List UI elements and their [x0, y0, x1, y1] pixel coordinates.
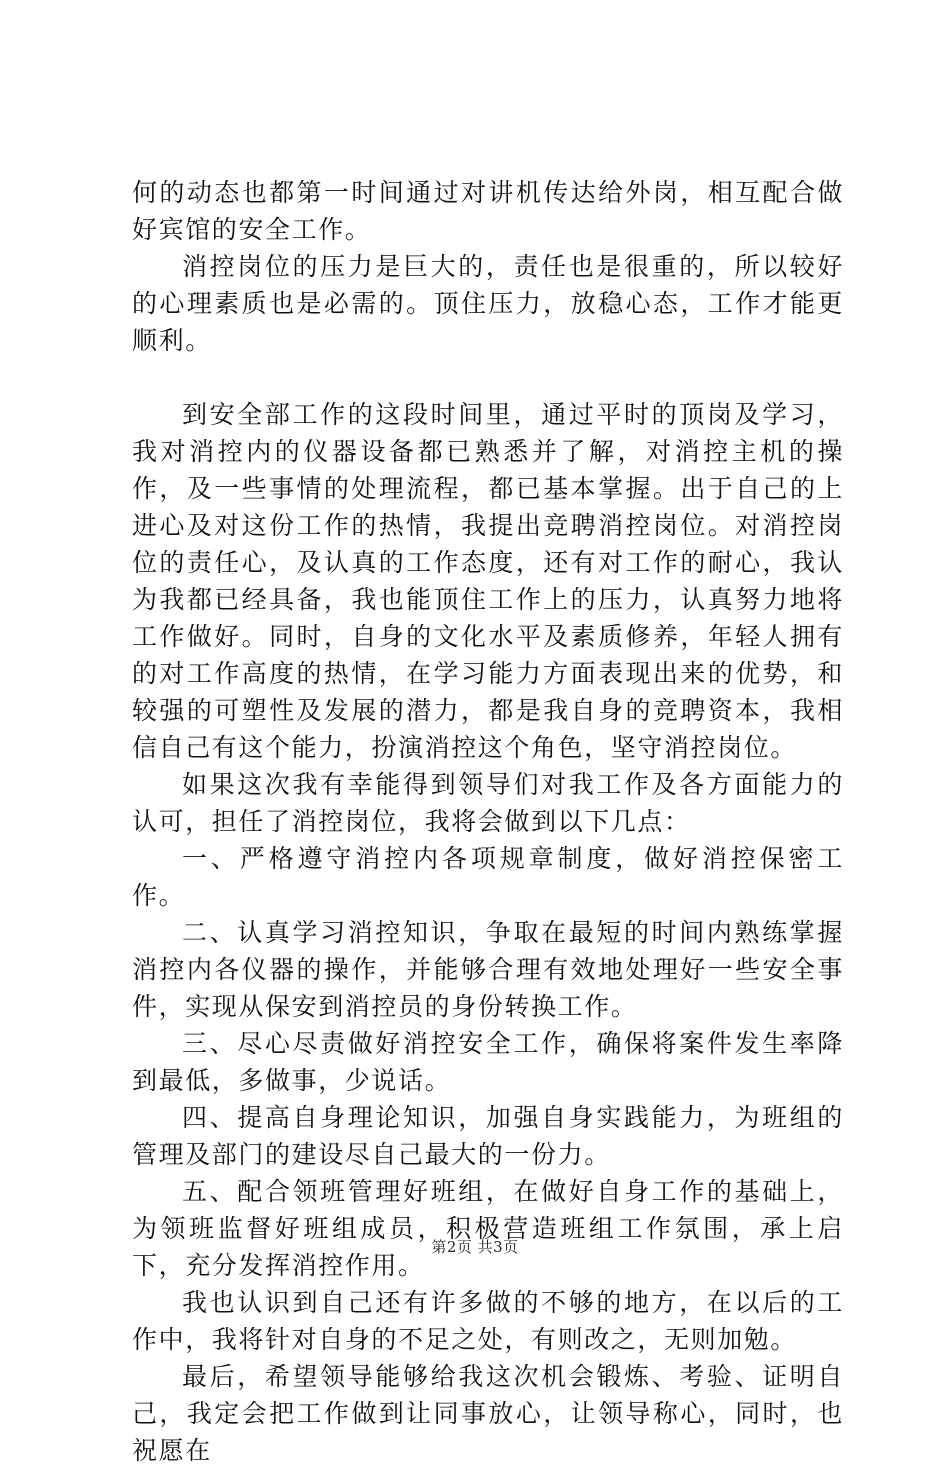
list-item: 一、严格遵守消控内各项规章制度，做好消控保密工作。: [132, 844, 844, 910]
paragraph-spacer: [132, 359, 844, 396]
list-item: 二、认真学习消控知识，争取在最短的时间内熟练掌握消控内各仪器的操作，并能够合理有效地处理好一些安全事件，实现从保安到消控员的身份转换工作。: [132, 918, 844, 1021]
paragraph: 如果这次我有幸能得到领导们对我工作及各方面能力的认可，担任了消控岗位，我将会做到以下几点：: [132, 770, 844, 836]
paragraph: 最后，希望领导能够给我这次机会锻炼、考验、证明自己，我定会把工作做到让同事放心，让领导称心，同时，也祝愿在: [132, 1362, 844, 1465]
paragraph: 到安全部工作的这段时间里，通过平时的顶岗及学习，我对消控内的仪器设备都已熟悉并了解，对消控主机的操作，及一些事情的处理流程，都已基本掌握。出于自己的上进心及对这份工作的热情，我提出竞聘消控岗位。对消控岗位的责任心，及认真的工作态度，还有对工作的耐心，我认为我都已经具备，我也能顶住工作上的压力，认真努力地将工作做好。同时，自身的文化水平及素质修养，年轻人拥有的对工作高度的热情，在学习能力方面表现出来的优势，和较强的可塑性及发展的潜力，都是我自身的竞聘资本，我相信自己有这个能力，扮演消控这个角色，坚守消控岗位。: [132, 400, 844, 762]
list-item: 四、提高自身理论知识，加强自身实践能力，为班组的管理及部门的建设尽自己最大的一份力。: [132, 1103, 844, 1169]
document-body: [132, 174, 844, 1469]
list-item: 五、配合领班管理好班组，在做好自身工作的基础上，为领班监督好班组成员，积极营造班组工作氛围，承上启下，充分发挥消控作用。: [132, 1177, 844, 1280]
paragraph: 消控岗位的压力是巨大的，责任也是很重的，所以较好的心理素质也是必需的。顶住压力，放稳心态，工作才能更顺利。: [132, 252, 844, 355]
list-item: 三、尽心尽责做好消控安全工作，确保将案件发生率降到最低，多做事，少说话。: [132, 1029, 844, 1095]
page-number-footer: 第2页 共3页: [431, 1238, 519, 1256]
paragraph-continued: 何的动态也都第一时间通过对讲机传达给外岗，相互配合做好宾馆的安全工作。: [132, 178, 844, 244]
paragraph: 我也认识到自己还有许多做的不够的地方，在以后的工作中，我将针对自身的不足之处，有则改之，无则加勉。: [132, 1288, 844, 1354]
